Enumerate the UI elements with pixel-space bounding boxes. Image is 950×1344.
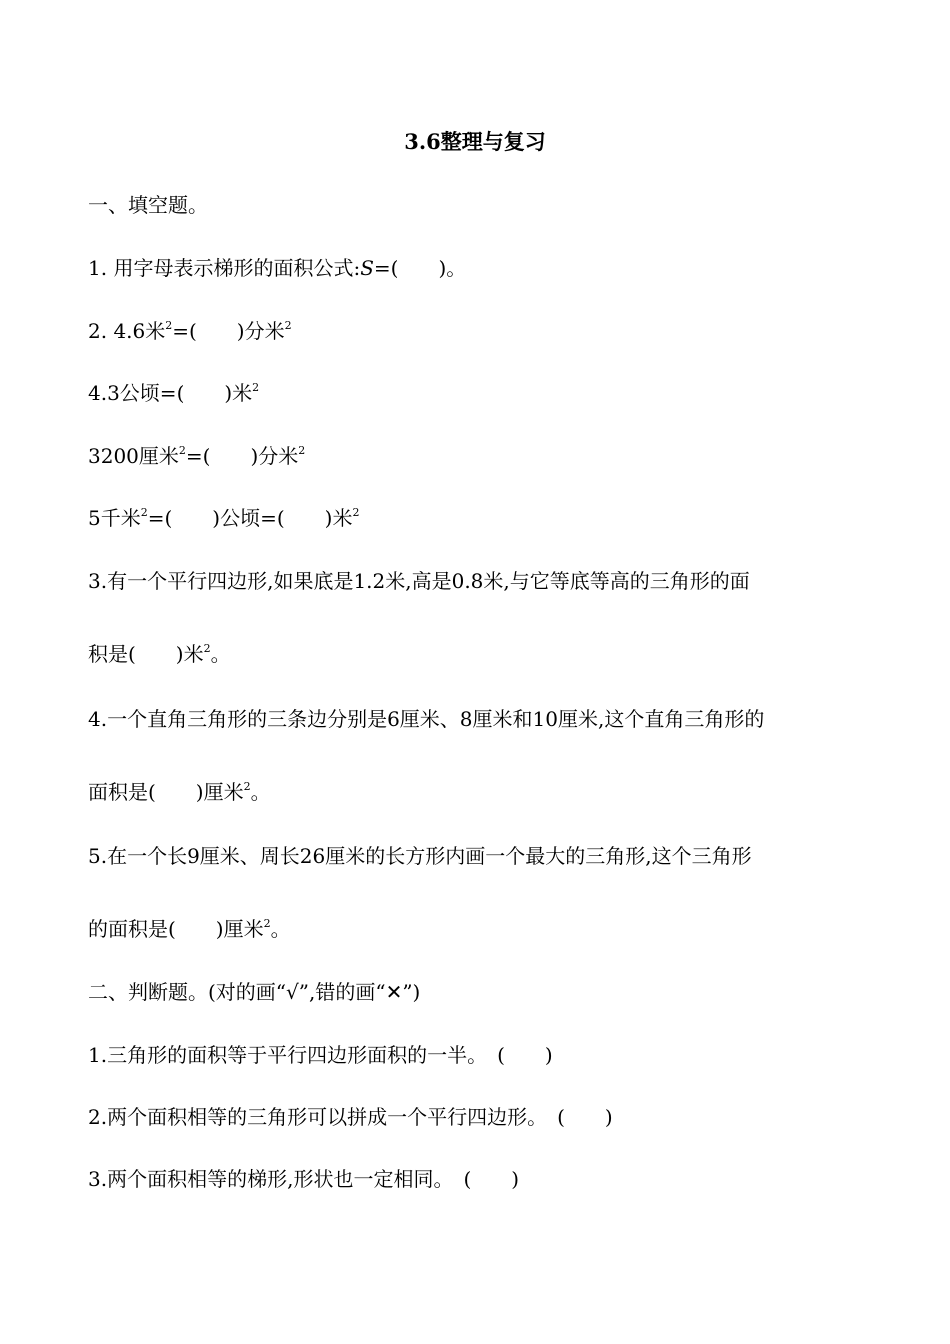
q3-text: 积是( )米 <box>88 642 204 666</box>
question-4-line2 <box>88 779 271 805</box>
q2c-text: 3200厘米 <box>88 444 179 468</box>
q1-text: 1. 用字母表示梯形的面积公式: <box>88 256 361 280</box>
q2d-sup2: 2 <box>352 506 360 519</box>
q2c-tail: =( )分米 <box>185 444 299 468</box>
judge-item-2: 2.两个面积相等的三角形可以拼成一个平行四边形。 ( ) <box>88 1105 613 1129</box>
q5-sup: 2 <box>263 917 271 930</box>
question-5-line1: 5.在一个长9厘米、周长26厘米的长方形内画一个最大的三角形,这个三角形 <box>88 844 752 868</box>
q2a-sup: 2 <box>165 319 173 332</box>
section-heading-true-false: 二、判断题。(对的画“√”,错的画“✕”) <box>88 980 421 1004</box>
q5-end: 。 <box>270 917 291 941</box>
section-heading-fill-blank: 一、填空题。 <box>88 193 208 217</box>
q2a-sup2: 2 <box>284 319 292 332</box>
q2c-sup2: 2 <box>298 444 306 457</box>
question-2b <box>88 380 259 406</box>
q3-end: 。 <box>210 642 231 666</box>
q4-text: 面积是( )厘米 <box>88 780 244 804</box>
q2a-text: 2. 4.6米 <box>88 319 166 343</box>
q2d-tail: =( )公顷=( )米 <box>147 506 353 530</box>
question-4-line1: 4.一个直角三角形的三条边分别是6厘米、8厘米和10厘米,这个直角三角形的 <box>88 707 765 731</box>
judge-item-1: 1.三角形的面积等于平行四边形面积的一半。 ( ) <box>88 1043 553 1067</box>
question-3-line2 <box>88 641 231 667</box>
q5-text: 的面积是( )厘米 <box>88 917 264 941</box>
q4-end: 。 <box>250 780 271 804</box>
q1-blank: =( )。 <box>373 256 467 280</box>
question-5-line2 <box>88 916 291 942</box>
q2c-sup: 2 <box>178 444 186 457</box>
question-2d <box>88 505 359 531</box>
question-2a <box>88 318 292 344</box>
page-title: 3.6整理与复习 <box>404 129 546 154</box>
q2b-text: 4.3公顷=( )米 <box>88 381 253 405</box>
judge-item-3: 3.两个面积相等的梯形,形状也一定相同。 ( ) <box>88 1167 520 1191</box>
q2d-sup: 2 <box>140 506 148 519</box>
q2b-sup: 2 <box>252 381 260 394</box>
q4-sup: 2 <box>243 780 251 793</box>
q1-variable: S <box>360 256 374 280</box>
q2d-text: 5千米 <box>88 506 141 530</box>
q2a-tail: =( )分米 <box>172 319 285 343</box>
question-3-line1: 3.有一个平行四边形,如果底是1.2米,高是0.8米,与它等底等高的三角形的面 <box>88 569 750 593</box>
q3-sup: 2 <box>203 642 211 655</box>
question-1 <box>88 255 466 281</box>
question-2c <box>88 443 305 469</box>
